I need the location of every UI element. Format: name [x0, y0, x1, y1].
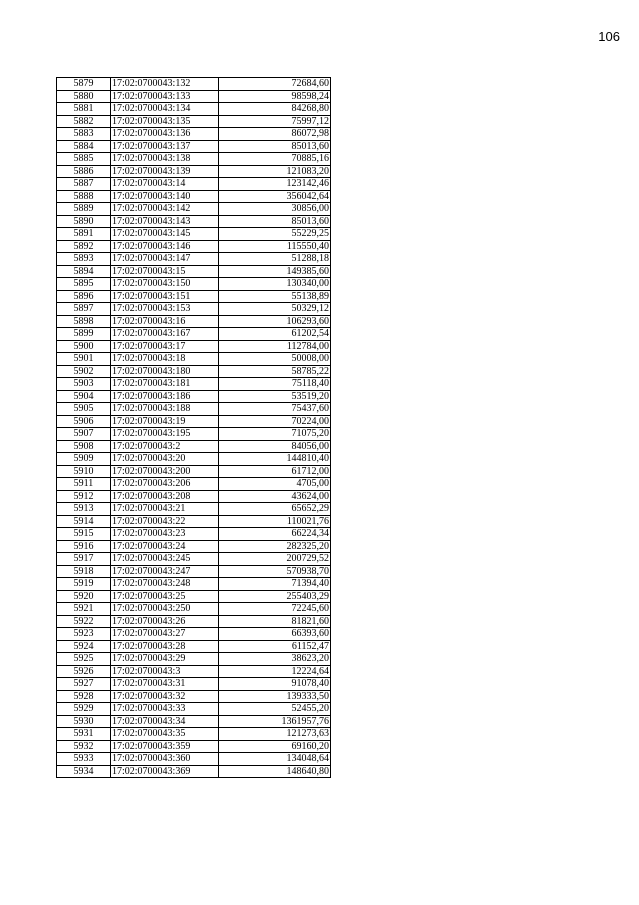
row-number-cell: 5916: [57, 540, 111, 553]
row-number-cell: 5888: [57, 190, 111, 203]
row-number-cell: 5904: [57, 390, 111, 403]
amount-cell: 98598,24: [219, 90, 331, 103]
amount-cell: 106293,60: [219, 315, 331, 328]
cadastral-number-cell: 17:02:0700043:18: [111, 353, 219, 366]
cadastral-number-cell: 17:02:0700043:22: [111, 515, 219, 528]
table-row: [57, 203, 331, 216]
row-number-cell: 5894: [57, 265, 111, 278]
table-row: [57, 103, 331, 116]
cadastral-number-cell: 17:02:0700043:27: [111, 628, 219, 641]
table-row: [57, 128, 331, 141]
cadastral-number-cell: 17:02:0700043:147: [111, 253, 219, 266]
cadastral-number-cell: 17:02:0700043:31: [111, 678, 219, 691]
table-row: [57, 590, 331, 603]
row-number-cell: 5933: [57, 753, 111, 766]
row-number-cell: 5885: [57, 153, 111, 166]
cadastral-number-cell: 17:02:0700043:151: [111, 290, 219, 303]
row-number-cell: 5901: [57, 353, 111, 366]
table-row: [57, 315, 331, 328]
amount-cell: 1361957,76: [219, 715, 331, 728]
cadastral-number-cell: 17:02:0700043:28: [111, 640, 219, 653]
table-row: [57, 403, 331, 416]
amount-cell: 50329,12: [219, 303, 331, 316]
cadastral-number-cell: 17:02:0700043:21: [111, 503, 219, 516]
table-row: [57, 115, 331, 128]
row-number-cell: 5934: [57, 765, 111, 778]
amount-cell: 71075,20: [219, 428, 331, 441]
cadastral-number-cell: 17:02:0700043:136: [111, 128, 219, 141]
table-row: [57, 78, 331, 91]
table-row: [57, 753, 331, 766]
table-row: [57, 240, 331, 253]
cadastral-number-cell: 17:02:0700043:135: [111, 115, 219, 128]
table-row: [57, 678, 331, 691]
table-row: [57, 478, 331, 491]
table-row: [57, 465, 331, 478]
cadastral-number-cell: 17:02:0700043:23: [111, 528, 219, 541]
row-number-cell: 5887: [57, 178, 111, 191]
cadastral-number-cell: 17:02:0700043:195: [111, 428, 219, 441]
row-number-cell: 5882: [57, 115, 111, 128]
table-row: [57, 440, 331, 453]
cadastral-number-cell: 17:02:0700043:146: [111, 240, 219, 253]
amount-cell: 72245,60: [219, 603, 331, 616]
row-number-cell: 5907: [57, 428, 111, 441]
cadastral-number-cell: 17:02:0700043:26: [111, 615, 219, 628]
cadastral-number-cell: 17:02:0700043:24: [111, 540, 219, 553]
row-number-cell: 5895: [57, 278, 111, 291]
cadastral-number-cell: 17:02:0700043:200: [111, 465, 219, 478]
amount-cell: 134048,64: [219, 753, 331, 766]
table-row: [57, 253, 331, 266]
row-number-cell: 5925: [57, 653, 111, 666]
amount-cell: 53519,20: [219, 390, 331, 403]
amount-cell: 38623,20: [219, 653, 331, 666]
cadastral-number-cell: 17:02:0700043:245: [111, 553, 219, 566]
amount-cell: 30856,00: [219, 203, 331, 216]
cadastral-number-cell: 17:02:0700043:167: [111, 328, 219, 341]
amount-cell: 356042,64: [219, 190, 331, 203]
table-row: [57, 90, 331, 103]
cadastral-number-cell: 17:02:0700043:188: [111, 403, 219, 416]
table-row: [57, 453, 331, 466]
amount-cell: 71394,40: [219, 578, 331, 591]
table-row: [57, 578, 331, 591]
row-number-cell: 5911: [57, 478, 111, 491]
amount-cell: 282325,20: [219, 540, 331, 553]
cadastral-number-cell: 17:02:0700043:29: [111, 653, 219, 666]
cadastral-number-cell: 17:02:0700043:360: [111, 753, 219, 766]
row-number-cell: 5897: [57, 303, 111, 316]
cadastral-number-cell: 17:02:0700043:35: [111, 728, 219, 741]
table-row: [57, 603, 331, 616]
cadastral-number-cell: 17:02:0700043:34: [111, 715, 219, 728]
amount-cell: 121083,20: [219, 165, 331, 178]
row-number-cell: 5918: [57, 565, 111, 578]
table-row: [57, 228, 331, 241]
amount-cell: 84056,00: [219, 440, 331, 453]
table-row: [57, 640, 331, 653]
records-table-body: [57, 78, 331, 778]
table-row: [57, 140, 331, 153]
row-number-cell: 5886: [57, 165, 111, 178]
row-number-cell: 5923: [57, 628, 111, 641]
row-number-cell: 5884: [57, 140, 111, 153]
cadastral-number-cell: 17:02:0700043:14: [111, 178, 219, 191]
amount-cell: 52455,20: [219, 703, 331, 716]
table-row: [57, 715, 331, 728]
cadastral-number-cell: 17:02:0700043:2: [111, 440, 219, 453]
row-number-cell: 5908: [57, 440, 111, 453]
amount-cell: 121273,63: [219, 728, 331, 741]
amount-cell: 72684,60: [219, 78, 331, 91]
amount-cell: 115550,40: [219, 240, 331, 253]
cadastral-number-cell: 17:02:0700043:19: [111, 415, 219, 428]
cadastral-number-cell: 17:02:0700043:132: [111, 78, 219, 91]
row-number-cell: 5889: [57, 203, 111, 216]
row-number-cell: 5892: [57, 240, 111, 253]
row-number-cell: 5893: [57, 253, 111, 266]
row-number-cell: 5928: [57, 690, 111, 703]
row-number-cell: 5932: [57, 740, 111, 753]
cadastral-number-cell: 17:02:0700043:16: [111, 315, 219, 328]
table-row: [57, 178, 331, 191]
amount-cell: 58785,22: [219, 365, 331, 378]
table-row: [57, 503, 331, 516]
cadastral-number-cell: 17:02:0700043:138: [111, 153, 219, 166]
row-number-cell: 5909: [57, 453, 111, 466]
amount-cell: 130340,00: [219, 278, 331, 291]
cadastral-number-cell: 17:02:0700043:153: [111, 303, 219, 316]
table-row: [57, 265, 331, 278]
amount-cell: 66224,34: [219, 528, 331, 541]
table-row: [57, 378, 331, 391]
amount-cell: 148640,80: [219, 765, 331, 778]
amount-cell: 69160,20: [219, 740, 331, 753]
page-number: 106: [598, 29, 620, 44]
amount-cell: 75997,12: [219, 115, 331, 128]
amount-cell: 50008,00: [219, 353, 331, 366]
row-number-cell: 5920: [57, 590, 111, 603]
amount-cell: 4705,00: [219, 478, 331, 491]
row-number-cell: 5914: [57, 515, 111, 528]
table-row: [57, 415, 331, 428]
amount-cell: 66393,60: [219, 628, 331, 641]
amount-cell: 149385,60: [219, 265, 331, 278]
cadastral-number-cell: 17:02:0700043:15: [111, 265, 219, 278]
row-number-cell: 5879: [57, 78, 111, 91]
cadastral-number-cell: 17:02:0700043:247: [111, 565, 219, 578]
row-number-cell: 5926: [57, 665, 111, 678]
cadastral-number-cell: 17:02:0700043:145: [111, 228, 219, 241]
row-number-cell: 5927: [57, 678, 111, 691]
table-row: [57, 390, 331, 403]
amount-cell: 112784,00: [219, 340, 331, 353]
row-number-cell: 5880: [57, 90, 111, 103]
cadastral-number-cell: 17:02:0700043:25: [111, 590, 219, 603]
amount-cell: 75437,60: [219, 403, 331, 416]
row-number-cell: 5917: [57, 553, 111, 566]
row-number-cell: 5922: [57, 615, 111, 628]
row-number-cell: 5881: [57, 103, 111, 116]
amount-cell: 84268,80: [219, 103, 331, 116]
amount-cell: 86072,98: [219, 128, 331, 141]
amount-cell: 70224,00: [219, 415, 331, 428]
cadastral-number-cell: 17:02:0700043:208: [111, 490, 219, 503]
row-number-cell: 5930: [57, 715, 111, 728]
amount-cell: 85013,60: [219, 215, 331, 228]
cadastral-number-cell: 17:02:0700043:134: [111, 103, 219, 116]
amount-cell: 570938,70: [219, 565, 331, 578]
amount-cell: 43624,00: [219, 490, 331, 503]
cadastral-number-cell: 17:02:0700043:17: [111, 340, 219, 353]
amount-cell: 91078,40: [219, 678, 331, 691]
amount-cell: 75118,40: [219, 378, 331, 391]
row-number-cell: 5910: [57, 465, 111, 478]
cadastral-number-cell: 17:02:0700043:180: [111, 365, 219, 378]
row-number-cell: 5905: [57, 403, 111, 416]
table-row: [57, 303, 331, 316]
amount-cell: 61712,00: [219, 465, 331, 478]
amount-cell: 65652,29: [219, 503, 331, 516]
table-row: [57, 528, 331, 541]
cadastral-number-cell: 17:02:0700043:206: [111, 478, 219, 491]
row-number-cell: 5898: [57, 315, 111, 328]
row-number-cell: 5891: [57, 228, 111, 241]
table-row: [57, 690, 331, 703]
cadastral-number-cell: 17:02:0700043:33: [111, 703, 219, 716]
amount-cell: 51288,18: [219, 253, 331, 266]
cadastral-number-cell: 17:02:0700043:143: [111, 215, 219, 228]
amount-cell: 139333,50: [219, 690, 331, 703]
amount-cell: 61152,47: [219, 640, 331, 653]
table-row: [57, 703, 331, 716]
cadastral-number-cell: 17:02:0700043:359: [111, 740, 219, 753]
amount-cell: 81821,60: [219, 615, 331, 628]
row-number-cell: 5899: [57, 328, 111, 341]
cadastral-number-cell: 17:02:0700043:32: [111, 690, 219, 703]
amount-cell: 144810,40: [219, 453, 331, 466]
amount-cell: 61202,54: [219, 328, 331, 341]
table-row: [57, 190, 331, 203]
table-row: [57, 328, 331, 341]
table-row: [57, 365, 331, 378]
table-row: [57, 740, 331, 753]
row-number-cell: 5924: [57, 640, 111, 653]
table-row: [57, 428, 331, 441]
table-row: [57, 290, 331, 303]
table-row: [57, 565, 331, 578]
row-number-cell: 5883: [57, 128, 111, 141]
table-row: [57, 153, 331, 166]
table-row: [57, 353, 331, 366]
row-number-cell: 5919: [57, 578, 111, 591]
table-row: [57, 165, 331, 178]
row-number-cell: 5902: [57, 365, 111, 378]
table-row: [57, 728, 331, 741]
amount-cell: 55138,89: [219, 290, 331, 303]
table-row: [57, 665, 331, 678]
table-row: [57, 540, 331, 553]
table-row: [57, 490, 331, 503]
cadastral-number-cell: 17:02:0700043:20: [111, 453, 219, 466]
amount-cell: 55229,25: [219, 228, 331, 241]
row-number-cell: 5915: [57, 528, 111, 541]
cadastral-number-cell: 17:02:0700043:250: [111, 603, 219, 616]
table-row: [57, 515, 331, 528]
amount-cell: 110021,76: [219, 515, 331, 528]
row-number-cell: 5903: [57, 378, 111, 391]
row-number-cell: 5896: [57, 290, 111, 303]
cadastral-number-cell: 17:02:0700043:137: [111, 140, 219, 153]
row-number-cell: 5890: [57, 215, 111, 228]
table-row: [57, 653, 331, 666]
cadastral-number-cell: 17:02:0700043:139: [111, 165, 219, 178]
cadastral-number-cell: 17:02:0700043:181: [111, 378, 219, 391]
cadastral-number-cell: 17:02:0700043:142: [111, 203, 219, 216]
amount-cell: 255403,29: [219, 590, 331, 603]
row-number-cell: 5906: [57, 415, 111, 428]
cadastral-number-cell: 17:02:0700043:369: [111, 765, 219, 778]
cadastral-number-cell: 17:02:0700043:186: [111, 390, 219, 403]
amount-cell: 12224,64: [219, 665, 331, 678]
table-row: [57, 628, 331, 641]
row-number-cell: 5913: [57, 503, 111, 516]
cadastral-number-cell: 17:02:0700043:150: [111, 278, 219, 291]
records-table: [56, 77, 331, 778]
amount-cell: 200729,52: [219, 553, 331, 566]
row-number-cell: 5921: [57, 603, 111, 616]
amount-cell: 85013,60: [219, 140, 331, 153]
table-row: [57, 615, 331, 628]
table-row: [57, 278, 331, 291]
row-number-cell: 5912: [57, 490, 111, 503]
cadastral-number-cell: 17:02:0700043:248: [111, 578, 219, 591]
cadastral-number-cell: 17:02:0700043:3: [111, 665, 219, 678]
table-row: [57, 340, 331, 353]
row-number-cell: 5931: [57, 728, 111, 741]
row-number-cell: 5900: [57, 340, 111, 353]
cadastral-number-cell: 17:02:0700043:133: [111, 90, 219, 103]
table-row: [57, 765, 331, 778]
row-number-cell: 5929: [57, 703, 111, 716]
table-row: [57, 215, 331, 228]
amount-cell: 123142,46: [219, 178, 331, 191]
table-row: [57, 553, 331, 566]
amount-cell: 70885,16: [219, 153, 331, 166]
cadastral-number-cell: 17:02:0700043:140: [111, 190, 219, 203]
